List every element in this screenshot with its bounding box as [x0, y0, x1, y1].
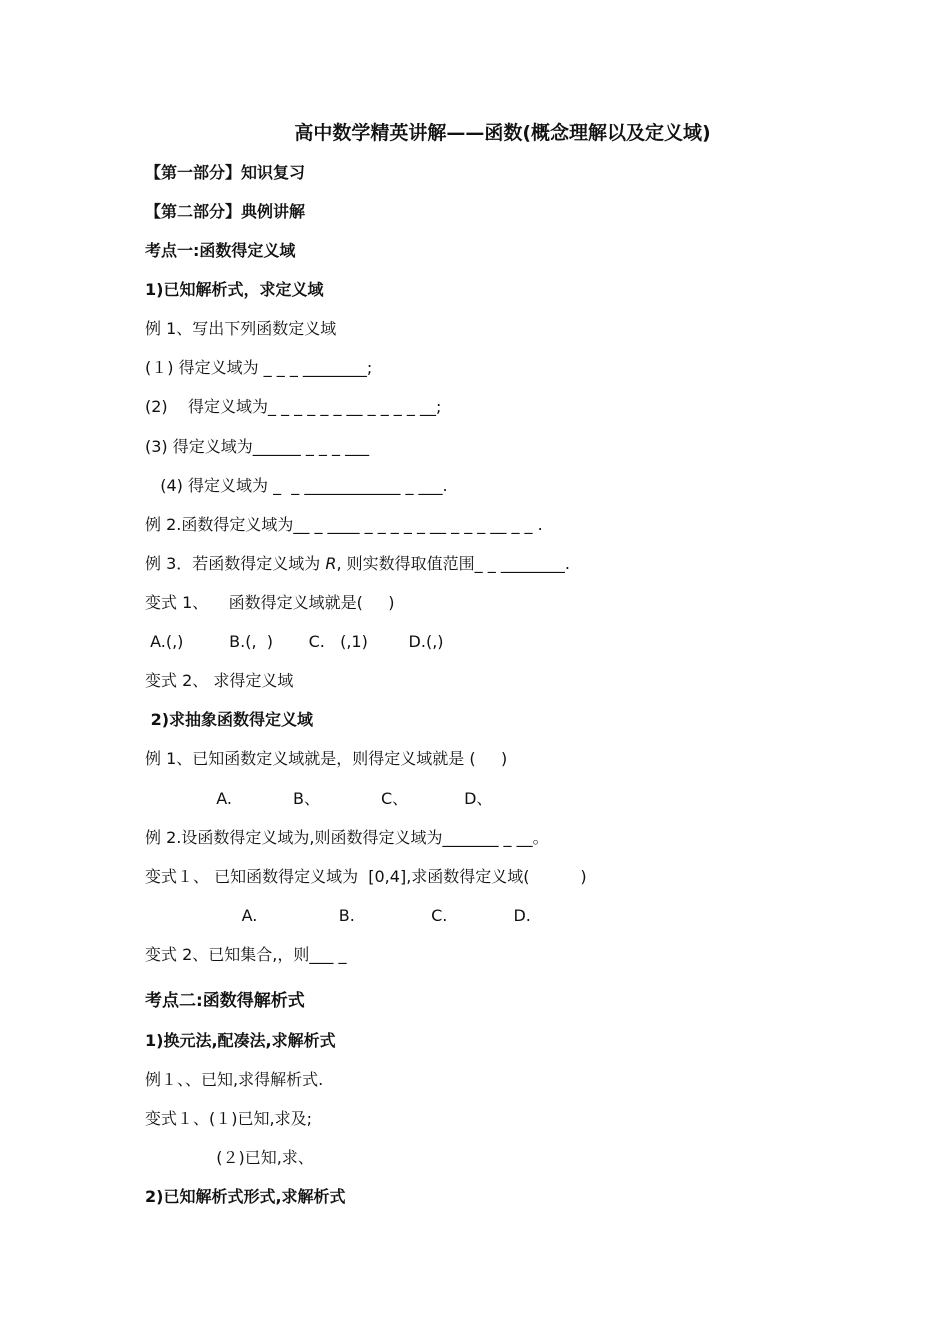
topic-2-heading: 考点二:函数得解析式	[145, 991, 305, 1011]
example-1-item-4: (4) 得定义域为 _ _ ____________ _ ___.	[145, 476, 448, 495]
topic-2-subheading-1: 1)换元法,配凑法,求解析式	[145, 1031, 336, 1050]
example-3-symbol-r: R	[325, 554, 337, 573]
variant-3-options: A. B. C. D.	[145, 906, 531, 925]
topic-2-subheading-2: 2)已知解析式形式,求解析式	[145, 1187, 346, 1206]
example-3-text-a: 例 3．若函数得定义域为	[145, 554, 326, 573]
example-3	[145, 553, 570, 575]
example-6: 例１、、已知,求得解析式.	[145, 1070, 324, 1089]
variant-5: 变式１、(１)已知,求及;	[145, 1109, 312, 1128]
document-title: 高中数学精英讲解——函数(概念理解以及定义域)	[294, 122, 711, 144]
topic-1-subheading-1: 1)已知解析式，求定义域	[145, 280, 324, 299]
variant-1-options: A.(,) B.(, ) C. (,1) D.(,)	[145, 632, 444, 651]
variant-3: 变式１、 已知函数得定义域为 [0,4],求函数得定义域( )	[145, 867, 587, 886]
example-1-item-1: (１) 得定义域为 _ _ _ ________;	[145, 358, 373, 377]
topic-1-subheading-2: 2)求抽象函数得定义域	[145, 710, 314, 729]
variant-5-part-2: (２)已知,求、	[145, 1148, 314, 1167]
topic-1-heading: 考点一:函数得定义域	[145, 241, 296, 260]
example-2: 例 2.函数得定义域为__ _ ____ _ _ _ _ _ __ _ _ _ __ _ _ .	[145, 515, 543, 534]
example-5: 例 2.设函数得定义域为,则函数得定义域为_______ _ __。	[145, 828, 549, 847]
variant-1: 变式 1、 函数得定义域就是( )	[145, 593, 395, 612]
example-1: 例 1、写出下列函数定义域	[145, 319, 337, 338]
variant-2: 变式 2、 求得定义域	[145, 671, 294, 690]
section-part1: 【第一部分】知识复习	[145, 163, 306, 182]
example-1-item-2: (2) 得定义域为_ _ _ _ _ _ __ _ _ _ _ __;	[145, 397, 442, 416]
section-part2: 【第二部分】典例讲解	[145, 202, 306, 221]
example-4-options: A. B、 C、 D、	[145, 789, 493, 808]
example-4: 例 1、已知函数定义域就是，则得定义域就是 ( )	[145, 749, 508, 768]
example-1-item-3: (3) 得定义域为______ _ _ _ ___	[145, 437, 370, 456]
variant-4: 变式 2、已知集合,，则___ _	[145, 945, 347, 964]
example-3-text-b: , 则实数得取值范围_ _ ________.	[336, 554, 570, 573]
